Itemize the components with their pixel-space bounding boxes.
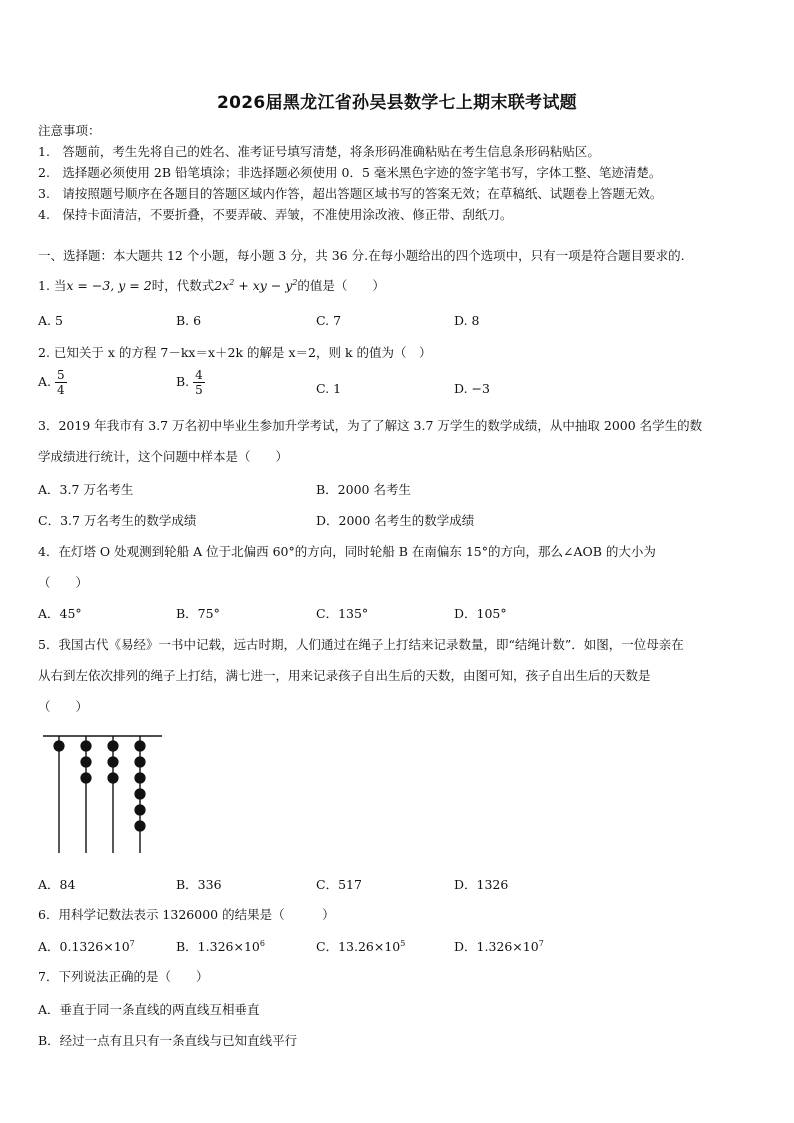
question-3-line-2: 学成绩进行统计，这个问题中样本是（ ） (38, 449, 289, 464)
q4-option-c: C．135° (316, 606, 369, 621)
q6-option-a-base: A．0.1326×10 (38, 939, 130, 954)
q3-option-c: C．3.7 万名考生的数学成绩 (38, 513, 197, 528)
question-6-stem: 6．用科学记数法表示 1326000 的结果是（ ） (38, 907, 335, 922)
q1-suffix: 的值是（ ） (297, 278, 385, 293)
q6-option-d (454, 937, 544, 955)
notice-item-3: 3. 请按照题号顺序在各题目的答题区域内作答，超出答题区域书写的答案无效；在草稿纸、试题卷上答题无效。 (38, 186, 663, 201)
q6-option-c-exp: 5 (400, 938, 406, 948)
q4-option-b: B．75° (176, 606, 220, 621)
knot-rope-4-3 (134, 772, 145, 783)
knot-rope-3-1 (107, 740, 118, 751)
q5-option-c: C．517 (316, 877, 362, 892)
q1-condition: x = −3, y = 2 (66, 278, 152, 293)
q4-option-d: D．105° (454, 606, 507, 621)
q2-option-a-fraction (55, 368, 67, 397)
q1-option-a: A. 5 (38, 313, 63, 328)
q6-option-c-base: C．13.26×10 (316, 939, 401, 954)
q1-option-d: D. 8 (454, 313, 480, 328)
q3-option-d: D．2000 名考生的数学成绩 (316, 513, 475, 528)
question-5-line-2: 从右到左依次排列的绳子上打结，满七进一，用来记录孩子自出生后的天数，由图可知，孩子自出生后的天数是 (38, 668, 651, 683)
question-2-stem: 2. 已知关于 x 的方程 7－kx＝x＋2k 的解是 x＝2，则 k 的值为（ ） (38, 345, 432, 360)
knot-rope-2-3 (80, 772, 91, 783)
q2-option-d: D. −3 (454, 381, 490, 396)
q2-option-b (176, 368, 205, 397)
knot-rope-4-1 (134, 740, 145, 751)
knot-rope-3-3 (107, 772, 118, 783)
knot-rope-2-2 (80, 756, 91, 767)
q6-option-b-exp: 6 (259, 938, 265, 948)
q2-option-a-label: A. (38, 374, 52, 389)
q2-option-b-numerator: 4 (195, 368, 203, 382)
knot-rope-4-5 (134, 804, 145, 815)
q6-option-d-exp: 7 (538, 938, 544, 948)
q4-option-a: A．45° (38, 606, 82, 621)
q1-option-b: B. 6 (176, 313, 202, 328)
knot-rope-4-6 (134, 820, 145, 831)
q6-option-c (316, 937, 405, 955)
q7-option-a: A．垂直于同一条直线的两直线互相垂直 (38, 1002, 260, 1017)
knot-rope-2-1 (80, 740, 91, 751)
q1-option-c: C. 7 (316, 313, 342, 328)
question-4-line-2: （ ） (38, 575, 89, 590)
section-heading: 一、选择题：本大题共 12 个小题，每小题 3 分，共 36 分.在每小题给出的四个选项中，只有一项是符合题目要求的. (38, 248, 685, 263)
q1-exp-1: 2 (229, 277, 235, 287)
q6-option-a-exp: 7 (129, 938, 135, 948)
q1-prefix: 1. 当 (38, 278, 67, 293)
q1-expr-b: + xy − y (234, 278, 293, 293)
q2-option-a-numerator: 5 (57, 368, 65, 382)
q6-option-b-base: B．1.326×10 (176, 939, 260, 954)
notice-item-4: 4. 保持卡面清洁，不要折叠，不要弄破、弄皱，不准使用涂改液、修正带、刮纸刀。 (38, 207, 513, 222)
knot-rope-figure (40, 728, 170, 856)
knot-rope-1-1 (53, 740, 64, 751)
q2-option-a (38, 368, 67, 397)
q1-mid: 时，代数式 (151, 278, 215, 293)
question-1-stem (38, 276, 385, 294)
q6-option-b (176, 937, 265, 955)
knot-rope-3-2 (107, 756, 118, 767)
q5-option-d: D．1326 (454, 877, 509, 892)
q1-expr-a: 2x (214, 278, 230, 293)
q2-option-b-label: B. (176, 374, 190, 389)
q2-option-c: C. 1 (316, 381, 342, 396)
notice-item-1: 1. 答题前，考生先将自己的姓名、准考证号填写清楚，将条形码准确粘贴在考生信息条形码粘贴区。 (38, 144, 600, 159)
q6-option-a (38, 937, 135, 955)
q1-exp-2: 2 (292, 277, 298, 287)
notice-item-2: 2. 选择题必须使用 2B 铅笔填涂；非选择题必须使用 0．5 毫米黑色字迹的签字笔书写，字体工整、笔迹清楚。 (38, 165, 662, 180)
page-title: 2026届黑龙江省孙吴县数学七上期末联考试题 (217, 93, 577, 113)
q3-option-b: B．2000 名考生 (316, 482, 411, 497)
question-3-line-1: 3．2019 年我市有 3.7 万名初中毕业生参加升学考试，为了了解这 3.7 万学生的数学成绩，从中抽取 2000 名学生的数 (38, 418, 703, 433)
q7-option-b: B．经过一点有且只有一条直线与已知直线平行 (38, 1033, 298, 1048)
q3-option-a: A．3.7 万名考生 (38, 482, 134, 497)
question-5-line-1: 5．我国古代《易经》一书中记载，远古时期，人们通过在绳子上打结来记录数量，即“结绳计数”．如图，一位母亲在 (38, 637, 684, 652)
question-5-line-3: （ ） (38, 699, 89, 714)
question-4-line-1: 4．在灯塔 O 处观测到轮船 A 位于北偏西 60°的方向，同时轮船 B 在南偏东 15°的方向，那么∠AOB 的大小为 (38, 544, 656, 559)
q5-option-b: B．336 (176, 877, 222, 892)
q6-option-d-base: D．1.326×10 (454, 939, 539, 954)
question-7-stem: 7．下列说法正确的是（ ） (38, 969, 209, 984)
q2-option-a-denominator: 4 (57, 383, 65, 397)
knot-rope-4-4 (134, 788, 145, 799)
q2-option-b-denominator: 5 (195, 383, 203, 397)
q5-option-a: A．84 (38, 877, 76, 892)
q2-option-b-fraction (193, 368, 205, 397)
notice-heading: 注意事项： (38, 123, 101, 138)
knot-rope-4-2 (134, 756, 145, 767)
